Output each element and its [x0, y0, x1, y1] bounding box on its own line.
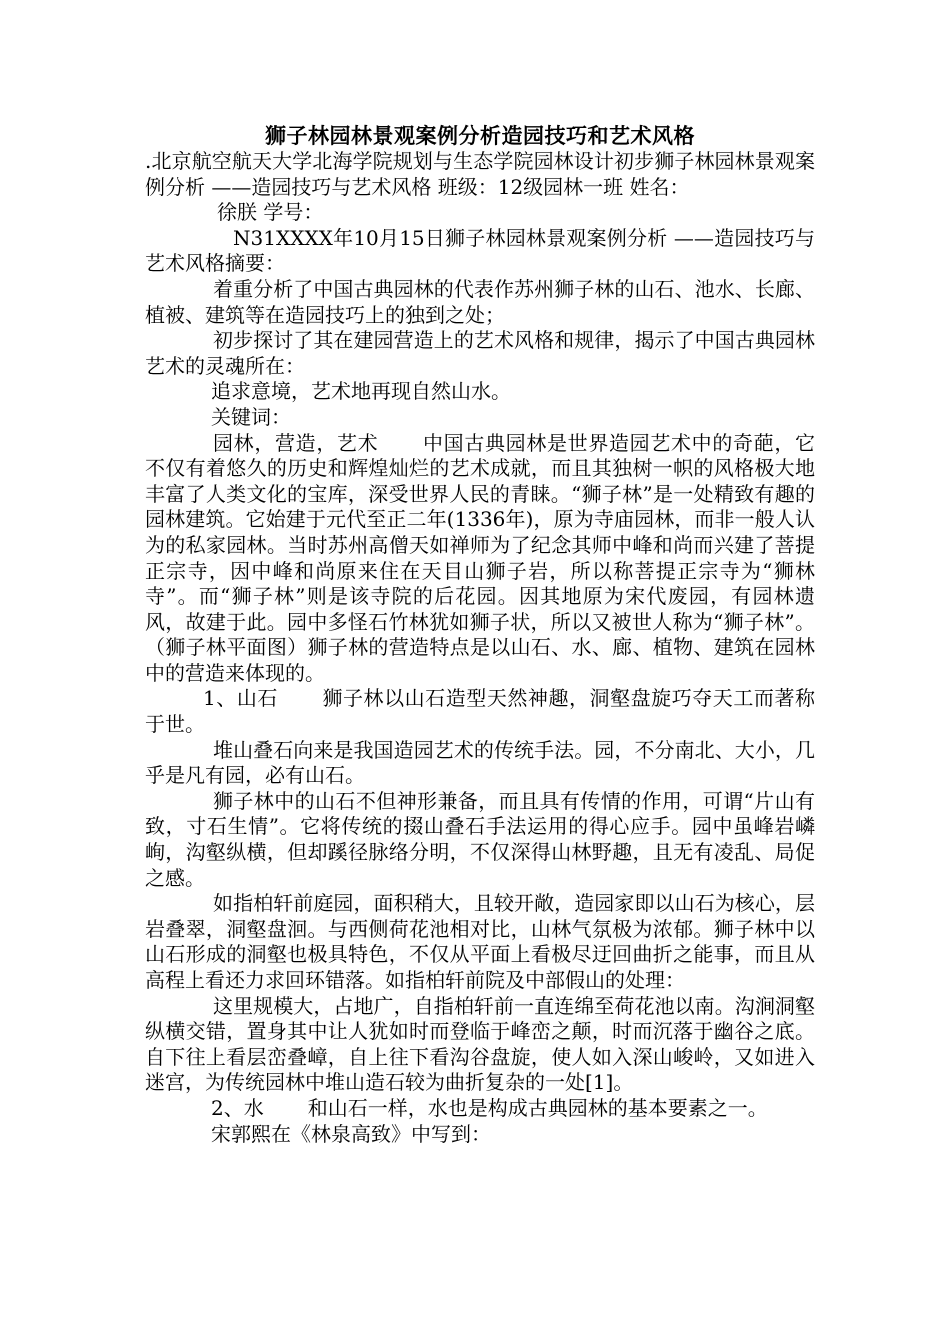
- paragraph-intro: [145, 431, 815, 687]
- paragraph-rocks-4: 如指柏轩前庭园，面积稍大，且较开敞，造园家即以山石为核心，层岩叠翠，洞壑盘洄。与西侧荷花池相对比，山林气氛极为浓郁。狮子林中以山石形成的洞壑也极具特色，不仅从平面上看极尽迂回曲折之能事，而且从高程上看还力求回环错落。如指柏轩前院及中部假山的处理：: [145, 891, 815, 992]
- section-water-text: 和山石一样，水也是构成古典园林的基本要素之一。: [307, 1095, 768, 1120]
- paragraph-water-2: 宋郭熙在《林泉高致》中写到：: [211, 1121, 491, 1146]
- paragraph-section-rocks: [145, 686, 815, 737]
- section-heading-rocks: 1、山石: [203, 686, 278, 711]
- paragraph-section-water: [145, 1096, 815, 1122]
- paragraph-date-abstract: N31XXXX年10月15日狮子林园林景观案例分析 ——造园技巧与艺术风格摘要：: [145, 225, 815, 276]
- keywords-text: 园林，营造，艺术: [213, 430, 379, 455]
- document-body: [145, 122, 815, 1147]
- paragraph-abstract-3: 追求意境，艺术地再现自然山水。: [211, 379, 511, 404]
- paragraph-rocks-3: 狮子林中的山石不但神形兼备，而且具有传情的作用，可谓“片山有致，寸石生情”。它将传统的掇山叠石手法运用的得心应手。园中虽峰岩嶙峋，沟壑纵横，但却蹊径脉络分明，不仅深得山林野趣，且无有凌乱、局促之感。: [145, 788, 815, 890]
- paragraph-rocks-2: 堆山叠石向来是我国造园艺术的传统手法。园，不分南北、大小，几乎是凡有园，必有山石。: [145, 737, 815, 788]
- section-rocks-text: 狮子林以山石造型天然神趣，洞壑盘旋巧夺天工而著称于世。: [145, 686, 815, 737]
- document-title: 狮子林园林景观案例分析造园技巧和艺术风格: [265, 123, 695, 148]
- paragraph-abstract-2: 初步探讨了其在建园营造上的艺术风格和规律，揭示了中国古典园林艺术的灵魂所在：: [145, 328, 815, 378]
- paragraph-keywords-label: 关键词：: [211, 404, 291, 429]
- intro-text: 中国古典园林是世界造园艺术中的奇葩，它不仅有着悠久的历史和辉煌灿烂的艺术成就，而且其独树一帜的风格极大地丰富了人类文化的宝库，深受世界人民的青睐。“狮子林”是一处精致有趣的园林建筑。它始建于元代至正二年(1336年)，原为寺庙园林，而非一般人认为的私家园林。当时苏州高僧天如禅师为了纪念其师中峰和尚而兴建了菩提正宗寺，因中峰和尚原来住在天目山狮子岩，所以称菩提正宗寺为“狮林寺”。而“狮子林”则是该寺院的后花园。因其地原为宋代废园，有园林遗风，故建于此。园中多怪石竹林犹如狮子状，所以又被世人称为“狮子林”。（狮子林平面图）狮子林的营造特点是以山石、水、廊、植物、建筑在园林中的营造来体现的。: [145, 430, 816, 685]
- paragraph-header: .北京航空航天大学北海学院规划与生态学院园林设计初步狮子林园林景观案例分析 ——造园技巧与艺术风格 班级：12级园林一班 姓名：: [145, 149, 815, 199]
- paragraph-rocks-5: 这里规模大，占地广，自指柏轩前一直连绵至荷花池以南。沟涧洞壑纵横交错，置身其中让人犹如时而登临于峰峦之颠，时而沉落于幽谷之底。自下往上看层峦叠嶂，自上往下看沟谷盘旋，使人如入深山峻岭，又如进入迷宫，为传统园林中堆山造石较为曲折复杂的一处[1]。: [145, 993, 815, 1095]
- paragraph-author: 徐朕 学号：: [217, 200, 324, 225]
- section-heading-water: 2、水: [211, 1095, 264, 1120]
- paragraph-abstract-1: 着重分析了中国古典园林的代表作苏州狮子林的山石、池水、长廊、植被、建筑等在造园技巧上的独到之处；: [145, 276, 815, 327]
